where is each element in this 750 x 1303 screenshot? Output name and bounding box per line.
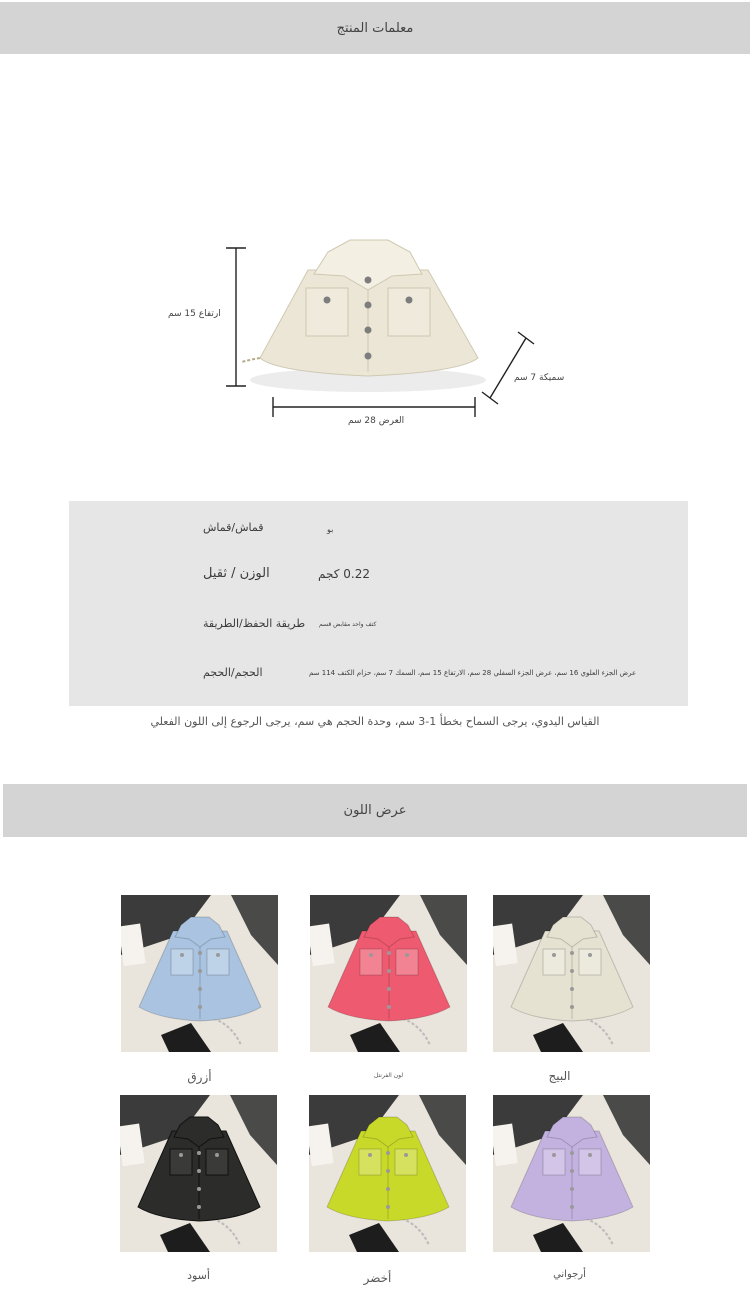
height-label: ارتفاع 15 سم bbox=[168, 309, 221, 319]
thickness-label: سميكة 7 سم bbox=[514, 373, 565, 383]
color-name: لون الفرنتل bbox=[373, 1072, 404, 1079]
color-name: أرجواني bbox=[553, 1269, 586, 1280]
color-swatch-purple[interactable] bbox=[493, 1095, 650, 1252]
color-name: أسود bbox=[187, 1269, 210, 1282]
color-name: البيج bbox=[548, 1069, 571, 1083]
color-swatch-black[interactable] bbox=[120, 1095, 277, 1252]
param-value: 0.22 كجم bbox=[318, 567, 370, 581]
color-name: أخضر bbox=[363, 1271, 392, 1285]
width-label: العرض 28 سم bbox=[348, 416, 405, 426]
color-swatch-beige[interactable] bbox=[493, 895, 650, 1052]
param-value: كتف واحد مقابض قسم bbox=[319, 621, 377, 628]
param-value: بو bbox=[327, 525, 334, 534]
param-value: عرض الجزء العلوي 16 سم، عرض الجزء السفلي 28 سم، الارتفاع 15 سم، السمك 7 سم، حزام الكتف 114 سم bbox=[309, 669, 637, 677]
dimension-diagram bbox=[160, 230, 580, 440]
color-swatch-pink[interactable] bbox=[310, 895, 467, 1052]
jacket-bag-illustration bbox=[160, 230, 580, 440]
measurement-note: القياس اليدوي، يرجى السماح بخطأ 1-3 سم، وحدة الحجم هي سم، يرجى الرجوع إلى اللون الفعلي bbox=[150, 715, 600, 728]
param-key: الوزن / ثقيل bbox=[203, 566, 270, 581]
param-key: قماش/قماش bbox=[203, 521, 264, 534]
color-name: أزرق bbox=[187, 1070, 212, 1084]
color-display-title: عرض اللون bbox=[343, 803, 407, 818]
product-params-header bbox=[0, 2, 750, 54]
param-key: طريقة الحفظ/الطريقة bbox=[203, 617, 306, 630]
product-params-title: معلمات المنتج bbox=[336, 20, 414, 36]
color-swatch-green[interactable] bbox=[309, 1095, 466, 1252]
color-swatch-blue[interactable] bbox=[121, 895, 278, 1052]
color-display-header bbox=[3, 784, 747, 837]
params-table bbox=[69, 501, 688, 706]
param-key: الحجم/الحجم bbox=[203, 666, 263, 679]
